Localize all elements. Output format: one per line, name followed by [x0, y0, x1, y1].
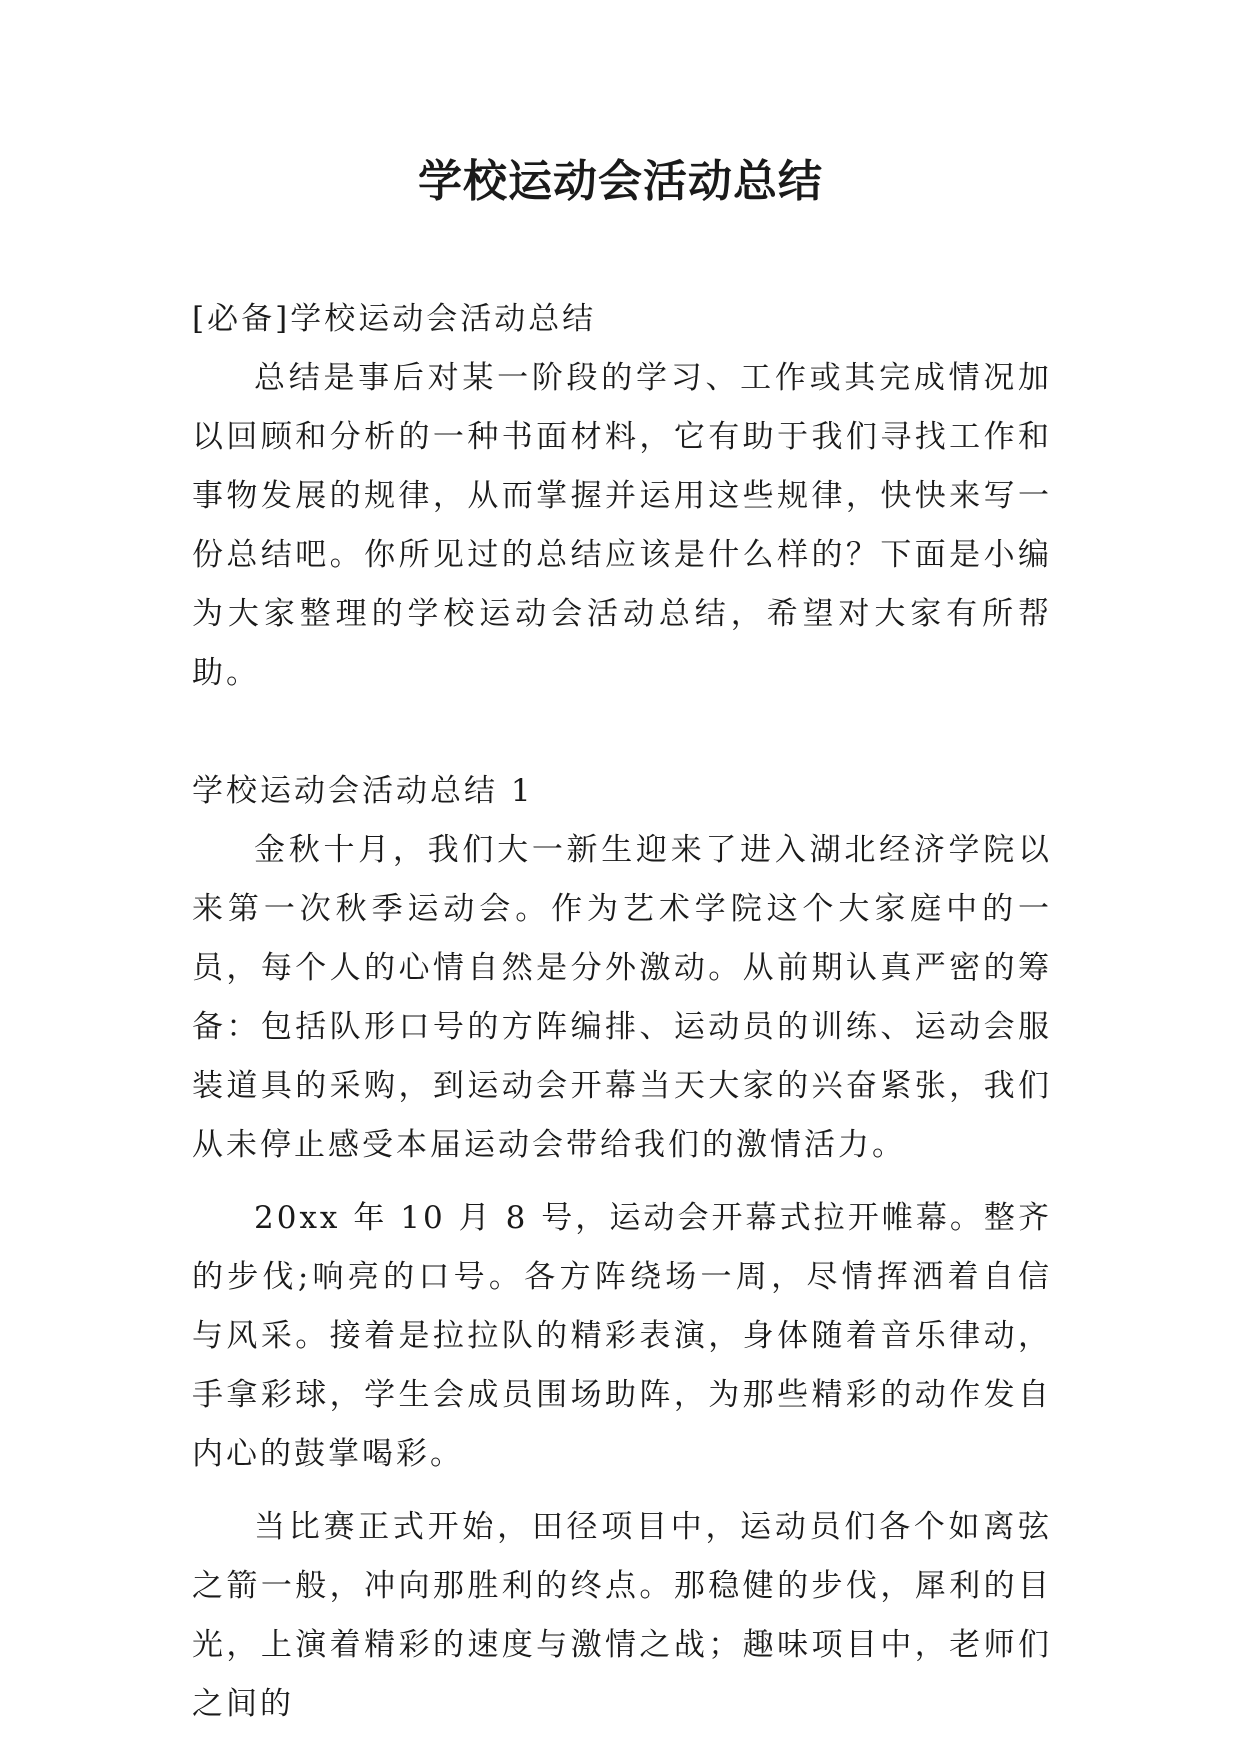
- intro-paragraph: 总结是事后对某一阶段的学习、工作或其完成情况加以回顾和分析的一种书面材料，它有助于我们寻找工作和事物发展的规律，从而掌握并运用这些规律，快快来写一份总结吧。你所见过的总结应该是什么样的？下面是小编为大家整理的学校运动会活动总结，希望对大家有所帮助。: [192, 360, 1052, 691]
- document-subtitle: [必备]学校运动会活动总结: [192, 301, 597, 337]
- document-title: 学校运动会活动总结: [418, 156, 823, 207]
- document-body: [192, 290, 1052, 1734]
- body-paragraph: 金秋十月，我们大一新生迎来了进入湖北经济学院以来第一次秋季运动会。作为艺术学院这个大家庭中的一员，每个人的心情自然是分外激动。从前期认真严密的筹备：包括队形口号的方阵编排、运动员的训练、运动会服装道具的采购，到运动会开幕当天大家的兴奋紧张，我们从未停止感受本届运动会带给我们的激情活力。: [192, 832, 1052, 1163]
- body-paragraph: 20xx 年 10 月 8 号，运动会开幕式拉开帷幕。整齐的步伐;响亮的口号。各方阵绕场一周，尽情挥洒着自信与风采。接着是拉拉队的精彩表演，身体随着音乐律动，手拿彩球，学生会成员围场助阵，为那些精彩的动作发自内心的鼓掌喝彩。: [192, 1200, 1052, 1472]
- body-paragraph: 当比赛正式开始，田径项目中，运动员们各个如离弦之箭一般，冲向那胜利的终点。那稳健的步伐，犀利的目光，上演着精彩的速度与激情之战；趣味项目中，老师们之间的: [192, 1509, 1052, 1722]
- section-heading: 学校运动会活动总结 1: [192, 773, 534, 809]
